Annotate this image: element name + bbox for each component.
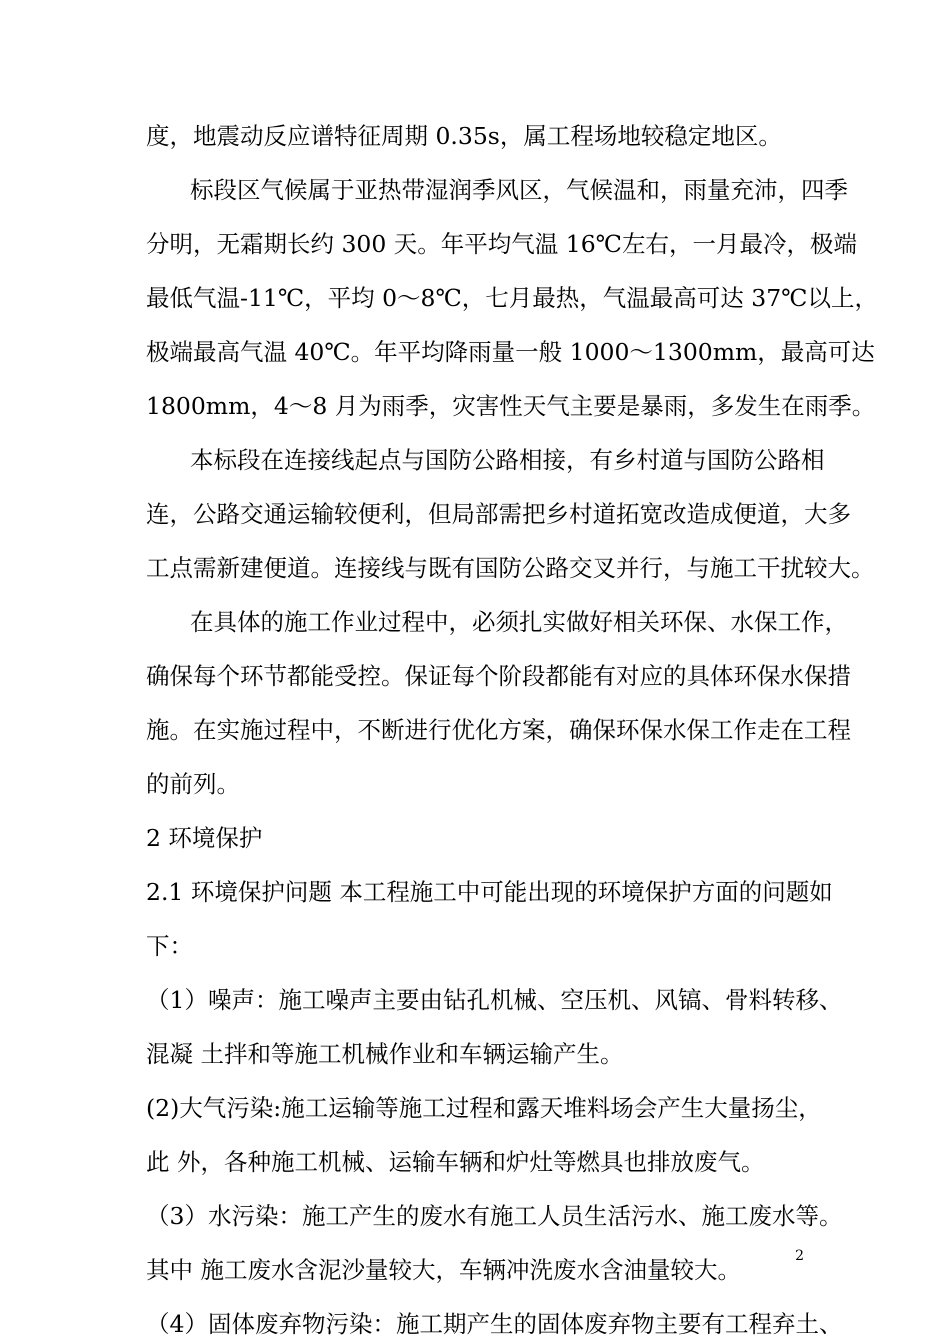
text-line: 连，公路交通运输较便利，但局部需把乡村道拓宽改造成便道，大多 <box>146 500 851 528</box>
text-line: 确保每个环节都能受控。保证每个阶段都能有对应的具体环保水保措 <box>146 662 851 690</box>
text-line: 1800mm，4～8 月为雨季，灾害性天气主要是暴雨，多发生在雨季。 <box>146 392 876 420</box>
page-number: 2 <box>795 1248 804 1264</box>
section-heading: 2 环境保护 <box>146 824 263 852</box>
text-line: (2)大气污染:施工运输等施工过程和露天堆料场会产生大量扬尘， <box>146 1094 822 1122</box>
text-line: （1）噪声：施工噪声主要由钻孔机械、空压机、风镐、骨料转移、 <box>146 986 843 1014</box>
text-line: 施。在实施过程中，不断进行优化方案，确保环保水保工作走在工程 <box>146 716 851 744</box>
text-line: 的前列。 <box>146 770 240 798</box>
text-line: 极端最高气温 40℃。年平均降雨量一般 1000～1300mm，最高可达 <box>146 338 875 366</box>
text-line: 混凝 土拌和等施工机械作业和车辆运输产生。 <box>146 1040 624 1068</box>
text-line: 在具体的施工作业过程中，必须扎实做好相关环保、水保工作， <box>190 608 848 636</box>
text-line: （3）水污染：施工产生的废水有施工人员生活污水、施工废水等。 <box>146 1202 843 1230</box>
text-line: 标段区气候属于亚热带湿润季风区，气候温和，雨量充沛，四季 <box>190 176 848 204</box>
text-line: 2.1 环境保护问题 本工程施工中可能出现的环境保护方面的问题如 <box>146 878 833 906</box>
text-line: 度，地震动反应谱特征周期 0.35s，属工程场地较稳定地区。 <box>146 122 782 150</box>
text-line: 此 外，各种施工机械、运输车辆和炉灶等燃具也排放废气。 <box>146 1148 765 1176</box>
text-line: 本标段在连接线起点与国防公路相接，有乡村道与国防公路相 <box>190 446 825 474</box>
text-line: 工点需新建便道。连接线与既有国防公路交叉并行，与施工干扰较大。 <box>146 554 875 582</box>
text-line: 分明，无霜期长约 300 天。年平均气温 16℃左右，一月最冷，极端 <box>146 230 857 258</box>
text-line: 最低气温-11℃，平均 0～8℃，七月最热，气温最高可达 37℃以上， <box>146 284 878 312</box>
text-line: 下： <box>146 932 193 960</box>
text-line: （4）固体废弃物污染：施工期产生的固体废弃物主要有工程弃土、 <box>146 1310 843 1338</box>
text-line: 其中 施工废水含泥沙量较大，车辆冲洗废水含油量较大。 <box>146 1256 741 1284</box>
